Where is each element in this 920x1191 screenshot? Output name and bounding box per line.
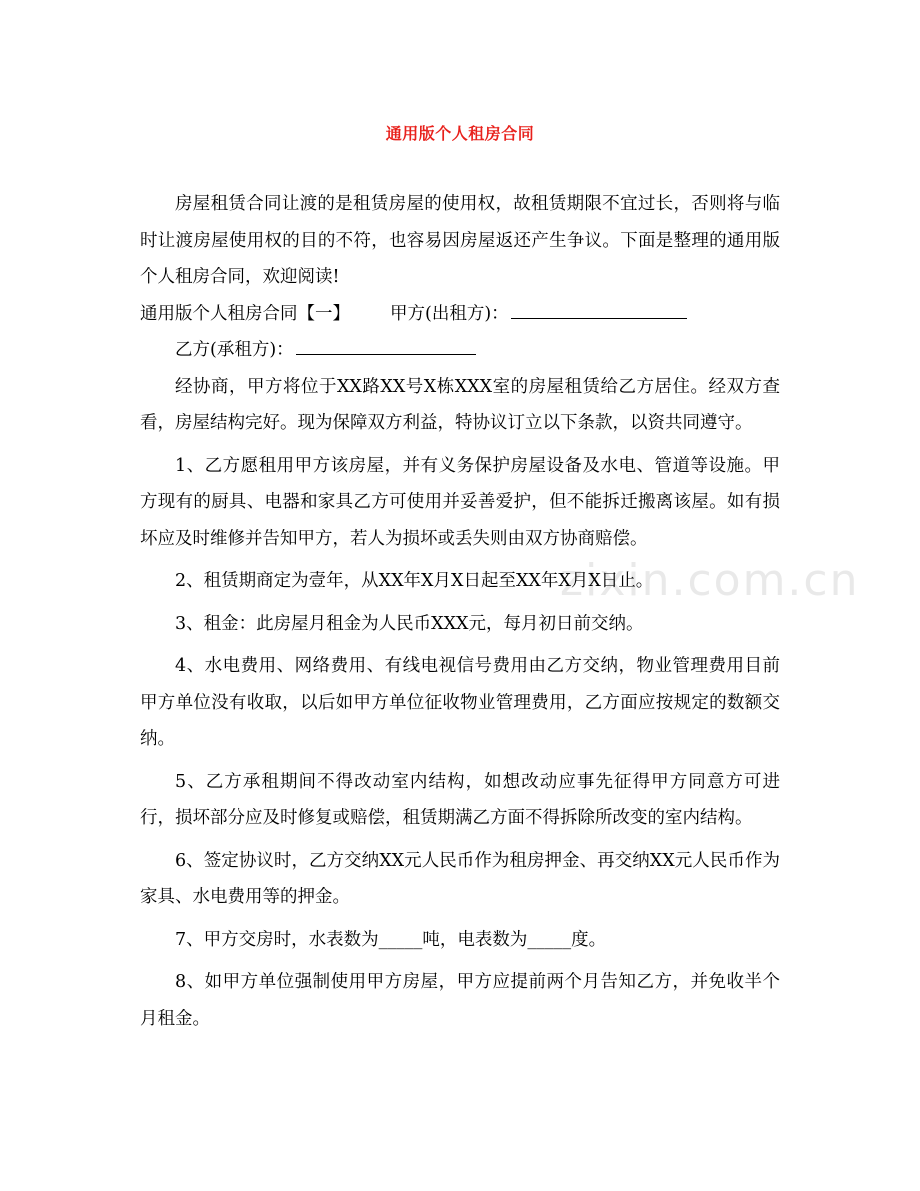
section-heading-line	[140, 296, 780, 333]
clause-5: 5、乙方承租期间不得改动室内结构，如想改动应事先征得甲方同意方可进行，损坏部分应及时修复或赔偿，租赁期满乙方面不得拆除所改变的室内结构。	[140, 771, 780, 828]
clause-3: 3、租金：此房屋月租金为人民币XXX元，每月初日前交纳。	[175, 613, 644, 634]
party-b-line	[140, 332, 780, 369]
clause-4: 4、水电费用、网络费用、有线电视信号费用由乙方交纳，物业管理费用目前甲方单位没有收取，以后如甲方单位征收物业管理费用，乙方面应按规定的数额交纳。	[140, 656, 780, 749]
intro-paragraph: 房屋租赁合同让渡的是租赁房屋的使用权，故租赁期限不宜过长，否则将与临时让渡房屋使用权的目的不符，也容易因房屋返还产生争议。下面是整理的通用版个人租房合同，欢迎阅读!	[140, 194, 780, 287]
preamble-paragraph: 经协商，甲方将位于XX路XX号X栋XXX室的房屋租赁给乙方居住。经双方查看，房屋结构完好。现为保障双方利益，特协议订立以下条款，以资共同遵守。	[140, 376, 780, 433]
party-a-label: 甲方(出租方)：	[390, 303, 509, 324]
section-heading: 通用版个人租房合同【一】	[140, 303, 350, 324]
party-b-blank	[296, 336, 476, 355]
document-body	[140, 186, 780, 1037]
clause-8: 8、如甲方单位强制使用甲方房屋，甲方应提前两个月告知乙方，并免收半个月租金。	[140, 972, 780, 1029]
clause-2: 2、租赁期商定为壹年，从XX年X月X日起至XX年X月X日止。	[175, 571, 654, 591]
document-title: 通用版个人租房合同	[385, 124, 535, 143]
clause-7: 7、甲方交房时，水表数为_____吨，电表数为_____度。	[175, 929, 607, 950]
party-a-blank	[511, 300, 687, 319]
clause-6: 6、签定协议时，乙方交纳XX元人民币作为租房押金、再交纳XX元人民币作为家具、水电费用等的押金。	[140, 850, 780, 907]
clause-1: 1、乙方愿租用甲方该房屋，并有义务保护房屋设备及水电、管道等设施。甲方现有的厨具、电器和家具乙方可使用并妥善爱护，但不能拆迁搬离该屋。如有损坏应及时维修并告知甲方，若人为损坏或丢失则由双方协商赔偿。	[140, 455, 780, 549]
watermark: zixin.com.cn	[560, 555, 860, 606]
party-b-label: 乙方(承租方)：	[175, 340, 294, 360]
